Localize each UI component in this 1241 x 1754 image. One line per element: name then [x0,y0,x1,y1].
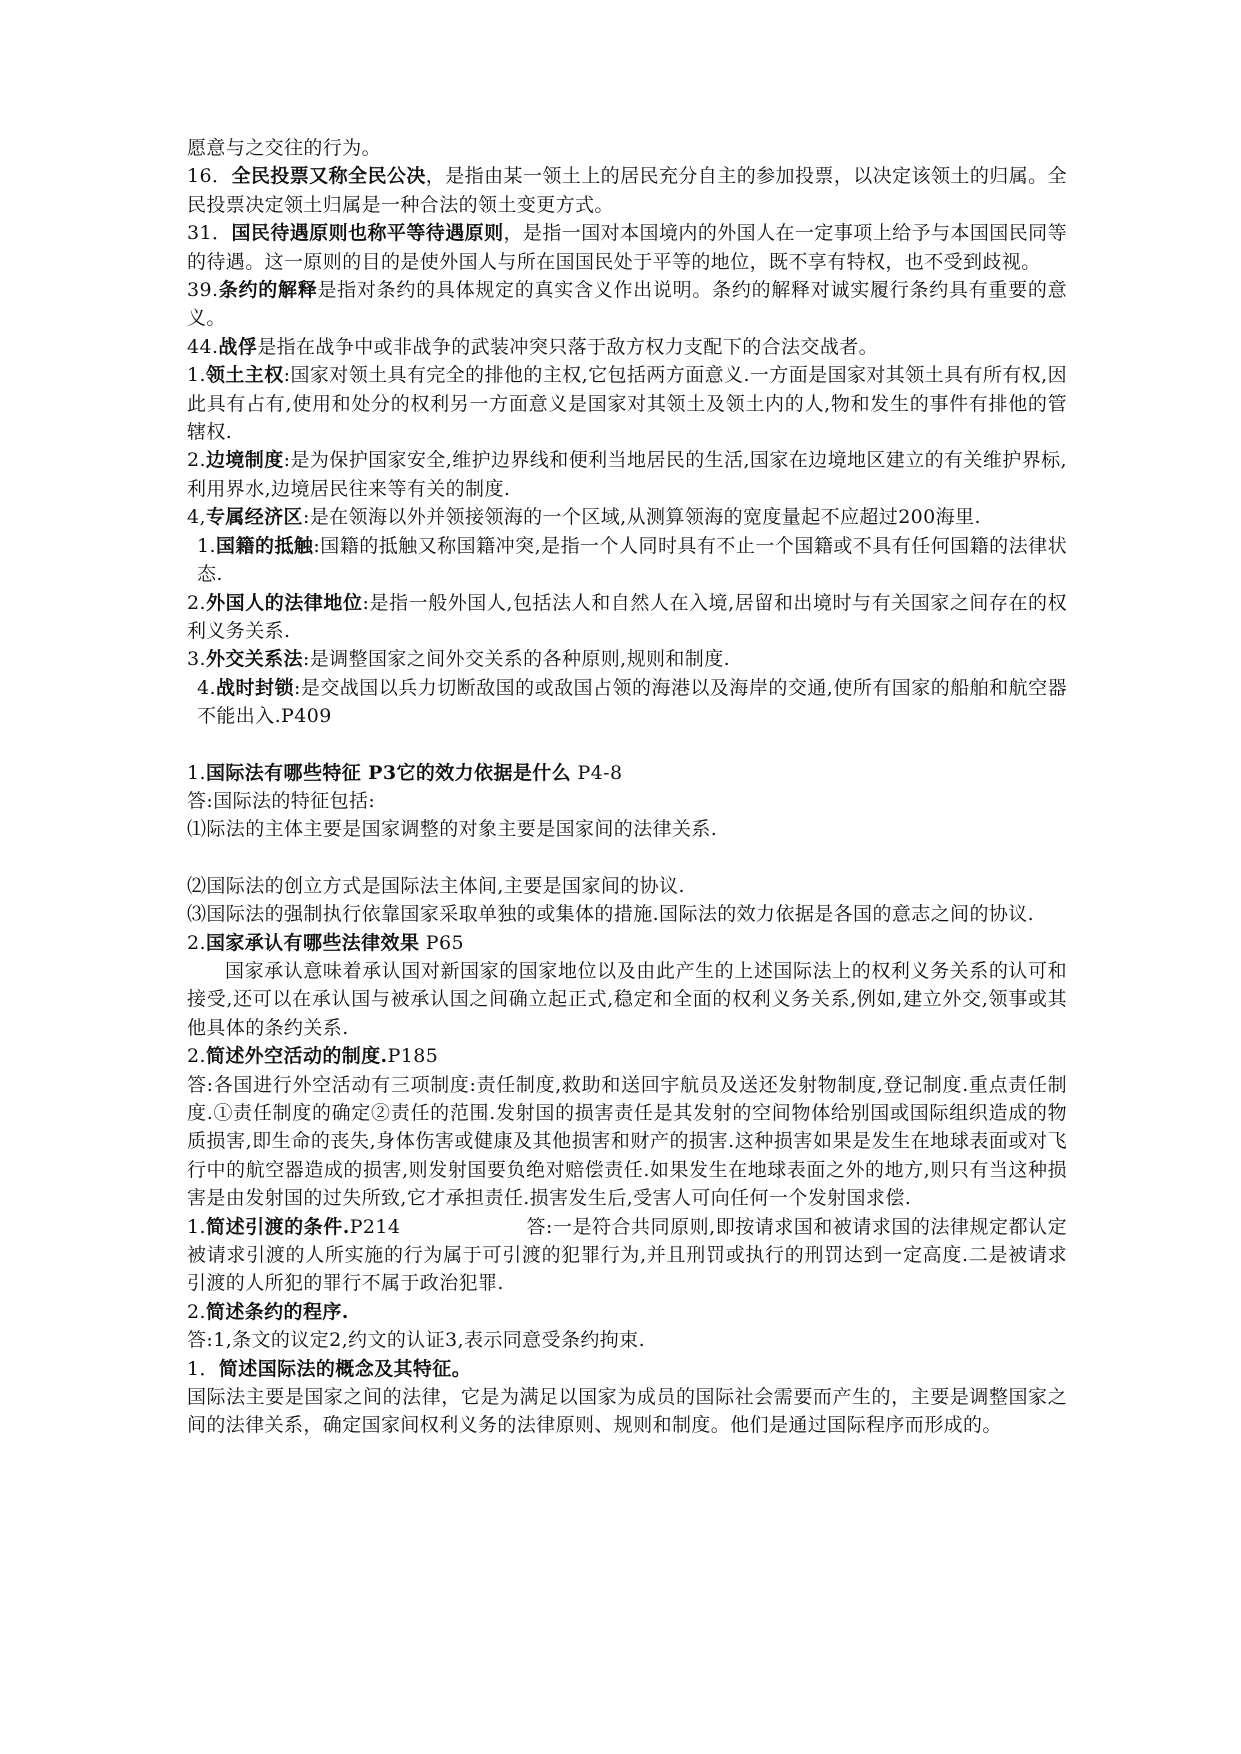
blank-line [187,731,1067,759]
answer-text: 答:一是符合共同原则,即按请求国和被请求国的法律规定都认定被请求引渡的人所实施的行为属于可引渡的犯罪行为,并且刑罚或执行的刑罚达到一定高度.二是被请求引渡的人所犯的罪行不属于政治犯罪. [187,1215,1067,1295]
question-title [187,929,1067,957]
definition-text: :是交战国以兵力切断敌国的或敌国占领的海港以及海岸的交通,使所有国家的船舶和航空器不能出入.P409 [197,676,1068,728]
paragraph-continuation [187,134,1067,162]
answer-paragraph [187,1071,1067,1213]
definition-treaty-interpretation [187,276,1067,333]
question-text: 国家承认有哪些法律效果 [205,931,420,954]
question-title [187,1298,1067,1326]
page-reference: P4-8 [571,761,623,784]
definition-text: :国籍的抵触又称国籍冲突,是指一个人同时具有不止一个国籍或不具有任何国籍的法律状态. [197,534,1067,586]
document-page [187,134,1067,1440]
answer-line [187,900,1067,928]
item-number: 1. [187,1215,206,1238]
answer-text: ⑶国际法的强制执行依靠国家采取单独的或集体的措施.国际法的效力依据是各国的意志之间的协议. [187,903,1035,926]
definition-text: :是调整国家之间外交关系的各种原则,规则和制度. [302,648,731,671]
answer-line [187,815,1067,843]
item-number: 1． [187,1357,219,1380]
definition-prisoner-of-war [187,333,1067,361]
question-text: 国际法有哪些特征 P3它的效力依据是什么 [205,761,572,784]
item-number: 1. [187,761,206,784]
answer-text: 答:各国进行外空活动有三项制度:责任制度,救助和送回宇航员及送还发射物制度,登记制度.重点责任制度.①责任制度的确定②责任的范围.发射国的损害责任是其发射的空间物体给别国或国际组织造成的物质损害,即生命的丧失,身体伤害或健康及其他损害和财产的损害.这种损害如果是发生在地球表面或对飞行中的航空器造成的损害,则发射国要负绝对赔偿责任.如果发生在地球表面之外的地方,则只有当这种损害是由发射国的过失所致,它才承担责任.损害发生后,受害人可向任何一个发射国求偿. [187,1073,1067,1210]
definition-text: :是为保护国家安全,维护边界线和便利当地居民的生活,国家在边境地区建立的有关维护界标,利用界水,边境居民往来等有关的制度. [187,449,1067,500]
answer-text: 答:国际法的特征包括: [187,789,376,812]
item-number: 2. [187,931,206,954]
term: 边境制度 [205,449,284,472]
answer-text: ⑴际法的主体主要是国家调整的对象主要是国家间的法律关系. [187,818,718,841]
definition-text: :国家对领土具有完全的排他的主权,它包括两方面意义.一方面是国家对其领土具有所有权,因此具有占有,使用和处分的权利另一方面意义是国家对其领土及领土内的人,物和发生的事件有排他的管辖权. [187,364,1067,444]
term: 外国人的法律地位 [205,591,363,614]
term: 国籍的抵触 [215,534,314,557]
text: 愿意与之交往的行为。 [187,137,382,159]
definition-territorial-sovereignty [187,361,1067,446]
term: 条约的解释 [218,279,318,302]
definition-text: ，是指由某一领土上的居民充分自主的参加投票，以决定该领土的归属。全民投票决定领土归属是一种合法的领土变更方式。 [187,165,1067,216]
answer-paragraph [187,957,1067,1042]
question-text: 简述外空活动的制度. [205,1045,388,1068]
term: 专属经济区 [205,506,303,529]
definition-text: ，是指一国对本国境内的外国人在一定事项上给予与本国国民同等的待遇。这一原则的目的是使外国人与所在国国民处于平等的地位，既不享有特权，也不受到歧视。 [187,222,1067,273]
definition-text: 是指在战争中或非战争的武装冲突只落于敌方权力支配下的合法交战者。 [257,335,879,358]
question-title [187,759,1067,787]
page-reference: P65 [419,931,464,954]
definition-diplomatic-law [187,645,1067,673]
definition-eez [187,503,1067,531]
term: 国民待遇原则也称平等待遇原则 [231,222,504,245]
item-number: 1. [187,364,206,387]
definition-national-treatment [187,219,1067,276]
term: 外交关系法 [205,648,303,671]
item-number: 2. [187,1045,206,1068]
definition-text: :是指一般外国人,包括法人和自然人在入境,居留和出境时与有关国家之间存在的权利义务关系. [187,591,1067,642]
definition-text: :是在领海以外并领接领海的一个区域,从测算领海的宽度量起不应超过200海里. [302,506,981,529]
answer-line [187,787,1067,815]
item-number: 44. [187,335,219,358]
item-number: 2. [187,1300,206,1323]
answer-paragraph [187,1383,1067,1440]
question-title [187,1042,1067,1070]
definition-text: 是指对条约的具体规定的真实含义作出说明。条约的解释对诚实履行条约具有重要的意义。 [187,279,1067,330]
blank-line [187,844,1067,872]
question-text: 简述引渡的条件. [205,1215,350,1238]
question-with-answer [187,1213,1067,1298]
item-number: 39. [187,279,219,302]
page-reference: P214 [349,1215,401,1238]
item-number: 2. [187,591,206,614]
term: 全民投票又称全民公决 [231,165,426,188]
question-title [187,1355,1067,1383]
definition-alien-legal-status [187,589,1067,646]
term: 战时封锁 [215,676,294,699]
definition-nationality-conflict [187,532,1067,589]
page-reference: P185 [387,1045,439,1068]
item-number: 2. [187,449,206,472]
term: 战俘 [218,335,258,358]
question-text: 简述国际法的概念及其特征。 [218,1357,472,1380]
answer-text: 国际法主要是国家之间的法律，它是为满足以国家为成员的国际社会需要而产生的，主要是调整国家之间的法律关系，确定国家间权利义务的法律原则、规则和制度。他们是通过国际程序而形成的。 [187,1386,1067,1437]
item-number: 1. [197,534,216,557]
answer-line [187,872,1067,900]
definition-border-regime [187,446,1067,503]
answer-line [187,1326,1067,1354]
item-number: 3. [187,648,206,671]
answer-text: 国家承认意味着承认国对新国家的国家地位以及由此产生的上述国际法上的权利义务关系的认可和接受,还可以在承认国与被承认国之间确立起正式,稳定和全面的权利义务关系,例如,建立外交,领事或其他具体的条约关系. [187,959,1067,1039]
item-number: 4. [197,676,216,699]
term: 领土主权 [205,364,284,387]
answer-text: 答:1,条文的议定2,约文的认证3,表示同意受条约拘束. [187,1329,646,1352]
item-number: 4, [187,506,206,529]
item-number: 16． [187,165,232,188]
question-text: 简述条约的程序. [205,1300,349,1323]
definition-referendum [187,162,1067,219]
answer-text: ⑵国际法的创立方式是国际法主体间,主要是国家间的协议. [187,874,685,897]
definition-wartime-blockade [187,674,1067,731]
item-number: 31． [187,222,232,245]
